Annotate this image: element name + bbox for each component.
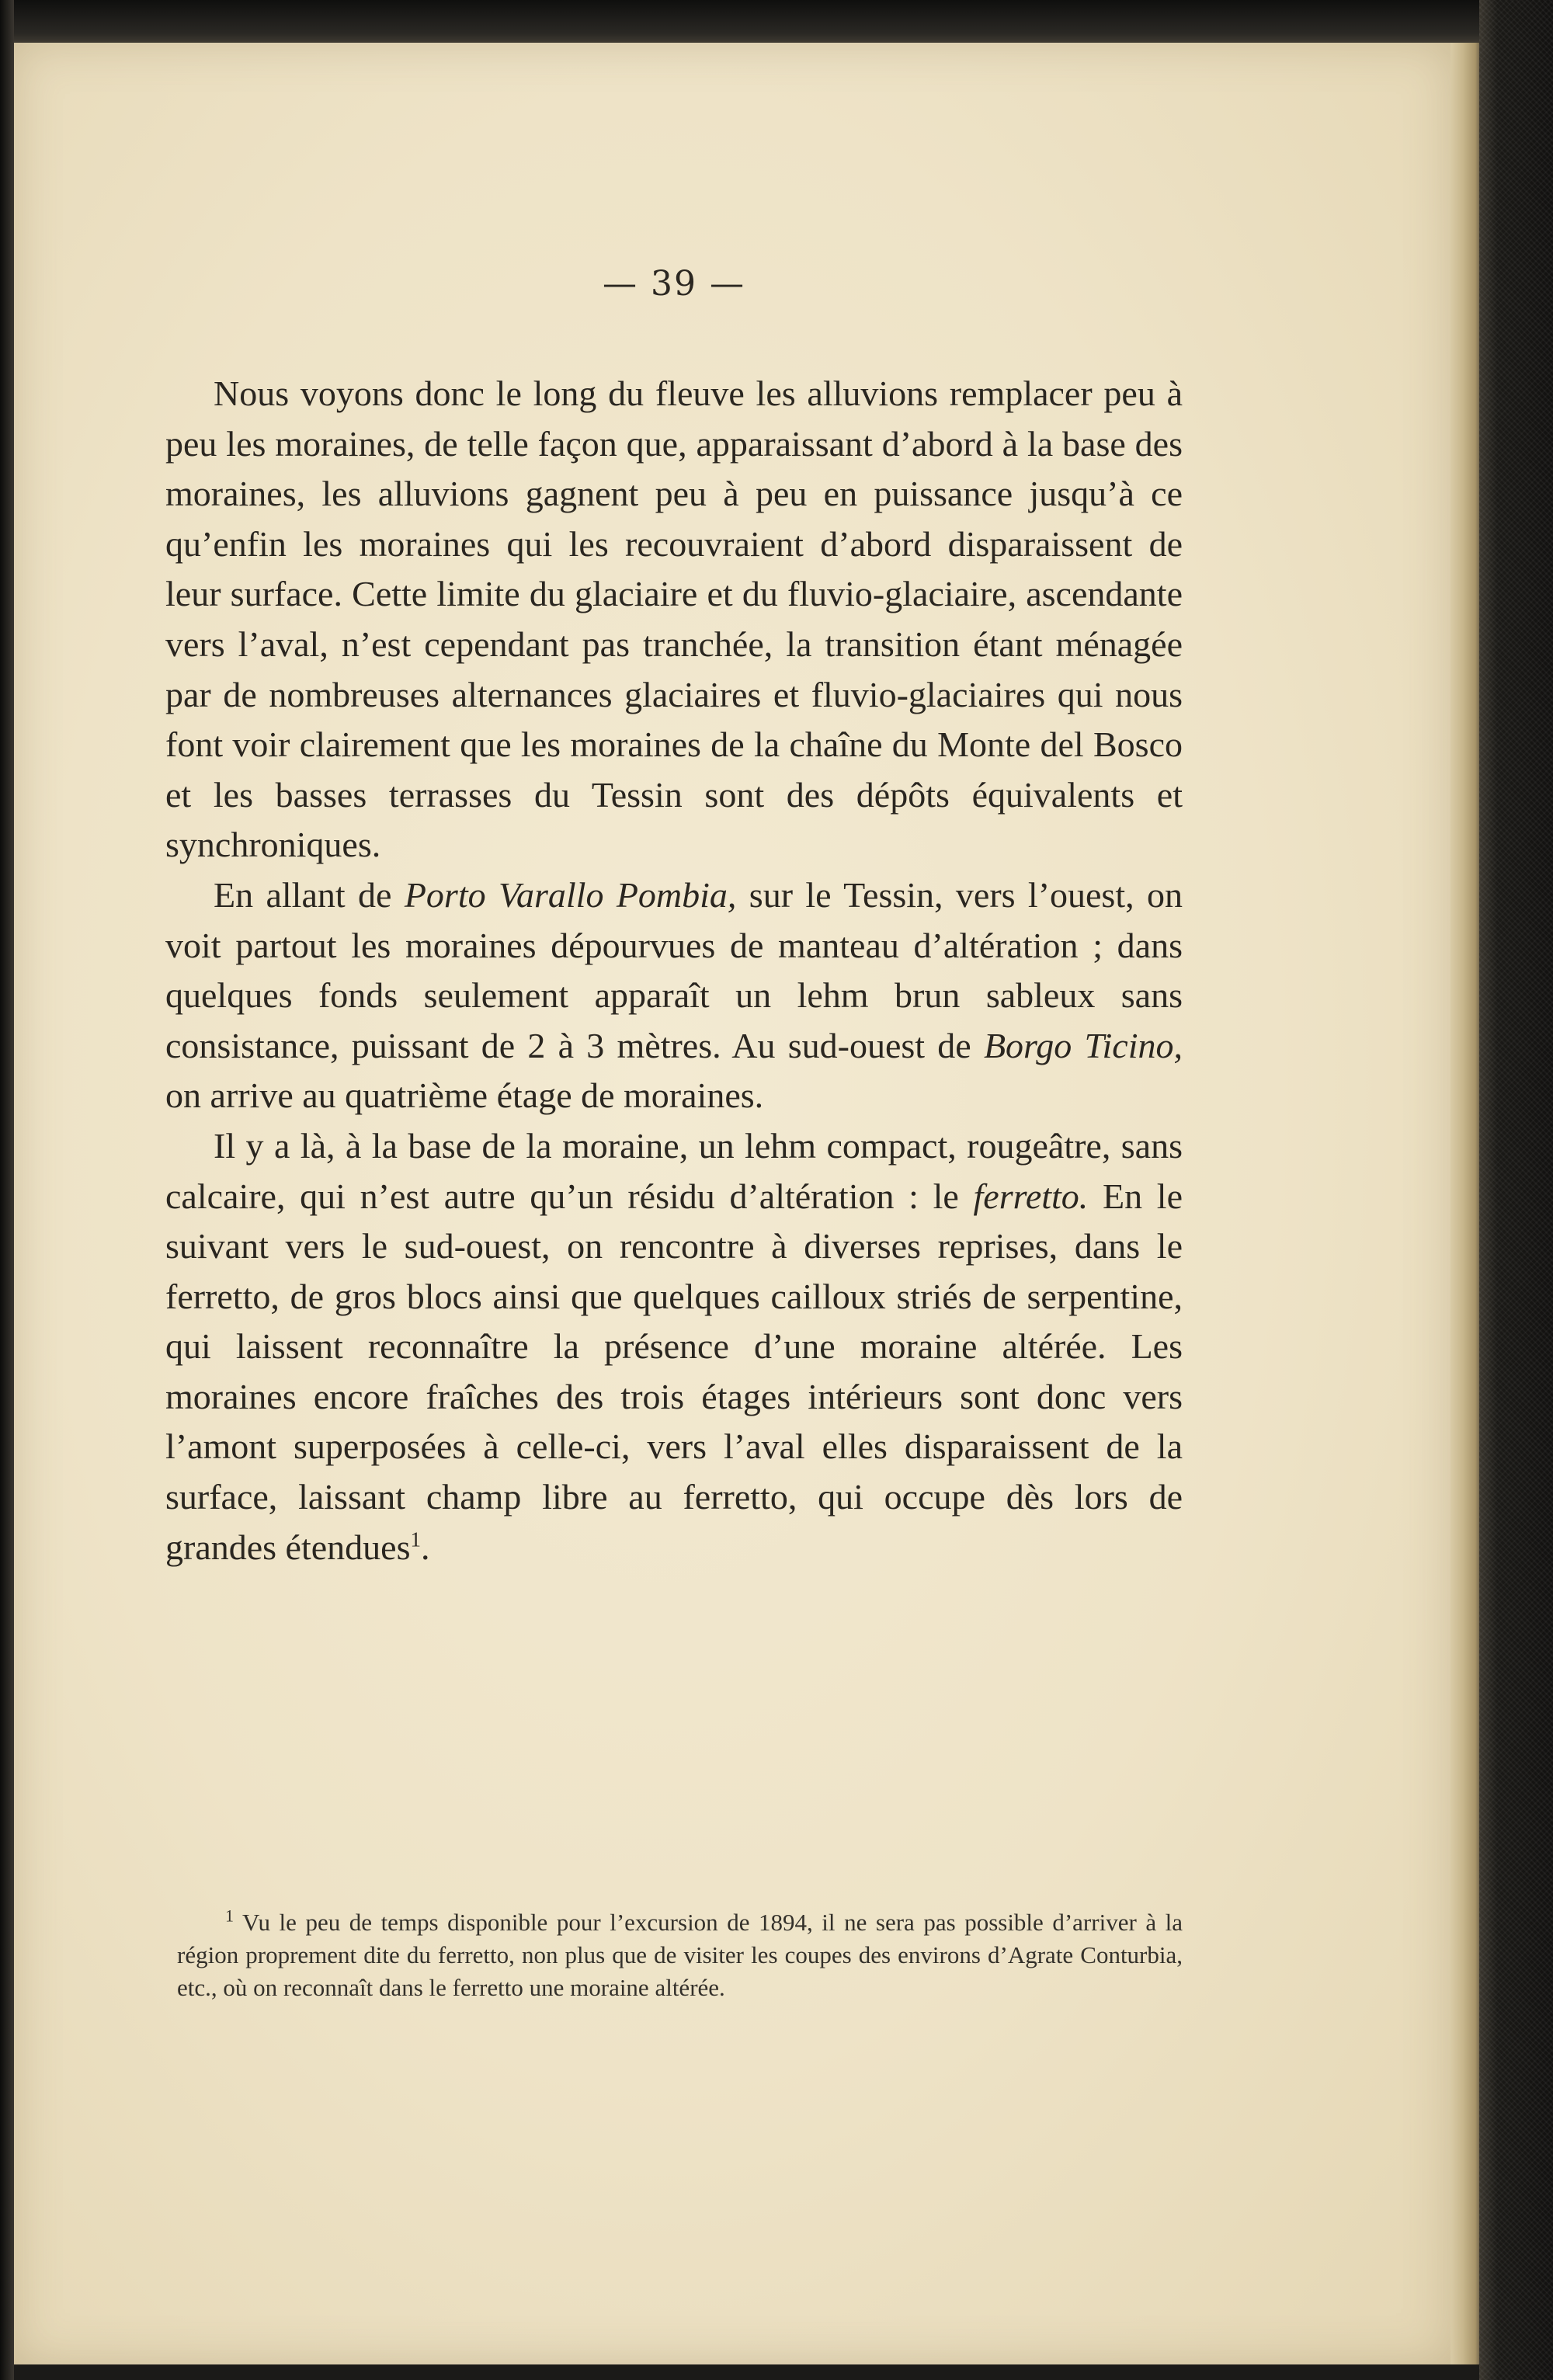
page-number: — 39 —: [603, 264, 745, 304]
place-name-porto-varallo-pombia: Porto Varallo Pombia,: [404, 874, 737, 915]
paragraph-2-text-a: En allant de: [214, 874, 405, 915]
footnote-mark: 1: [225, 1906, 234, 1926]
paragraph-3-text-b: En le suivant vers le sud-ouest, on rencontre à diverses reprises, dans le ferretto, de gros blocs ainsi que quelques cailloux striés de serpentine, qui laissent reconnaître la présence d’une moraine altérée. Les moraines encore fraîches des trois étages intérieurs sont donc vers l’amont superposées à celle-ci, vers l’aval elles disparaissent de la surface, laissant champ libre au ferretto, qui occupe dès lors de grandes étendues: [165, 1176, 1183, 1567]
paragraph-3: [165, 1121, 1183, 1572]
page-edge-stack: [1451, 43, 1482, 2364]
footnote-text: Vu le peu de temps disponible pour l’excursion de 1894, il ne sera pas possible d’arriver à la région proprement dite du ferretto, non plus que de visiter les coupes des environs d’Agrate Conturbia, etc., où on reconnaît dans le ferretto une moraine altérée.: [177, 1909, 1183, 2001]
term-ferretto: ferretto.: [973, 1176, 1089, 1216]
footnote: [177, 1906, 1183, 2004]
body-text: [165, 369, 1183, 1572]
paragraph-2-text-c: on arrive au quatrième étage de moraines.: [165, 1075, 764, 1116]
paragraph-2-text-b: sur le Tessin, vers l’ouest, on voit partout les moraines dépourvues de manteau d’altération ; dans quelques fonds seulement apparaît un lehm brun sableux sans consistance, puissant de 2 à 3 mètres. Au sud-ouest de: [165, 874, 1183, 1065]
book-page: [14, 43, 1452, 2364]
place-name-borgo-ticino: Borgo Ticino,: [983, 1025, 1183, 1065]
footnote-reference: 1: [410, 1527, 421, 1551]
paragraph-3-end: .: [421, 1527, 430, 1567]
paragraph-3-text-a: Il y a là, à la base de la moraine, un lehm compact, rougeâtre, sans calcaire, qui n’est autre qu’un résidu d’altération : le: [165, 1125, 1183, 1216]
scan-top-edge: [0, 0, 1553, 48]
paragraph-2: [165, 870, 1183, 1121]
paragraph-1: Nous voyons donc le long du fleuve les alluvions remplacer peu à peu les moraines, de telle façon que, apparaissant d’abord à la base des moraines, les alluvions gagnent peu à peu en puissance jusqu’à ce qu’enfin les moraines qui les recouvraient d’abord disparaissent de leur surface. Cette limite du glaciaire et du fluvio-glaciaire, ascendante vers l’aval, n’est cependant pas tranchée, la transition étant ménagée par de nombreuses alternances glaciaires et fluvio-glaciaires qui nous font voir clairement que les moraines de la chaîne du Monte del Bosco et les basses terrasses du Tessin sont des dépôts équivalents et synchroniques.: [165, 374, 1183, 865]
scan-left-edge: [0, 0, 14, 2380]
book-cover-edge: [1479, 0, 1553, 2380]
